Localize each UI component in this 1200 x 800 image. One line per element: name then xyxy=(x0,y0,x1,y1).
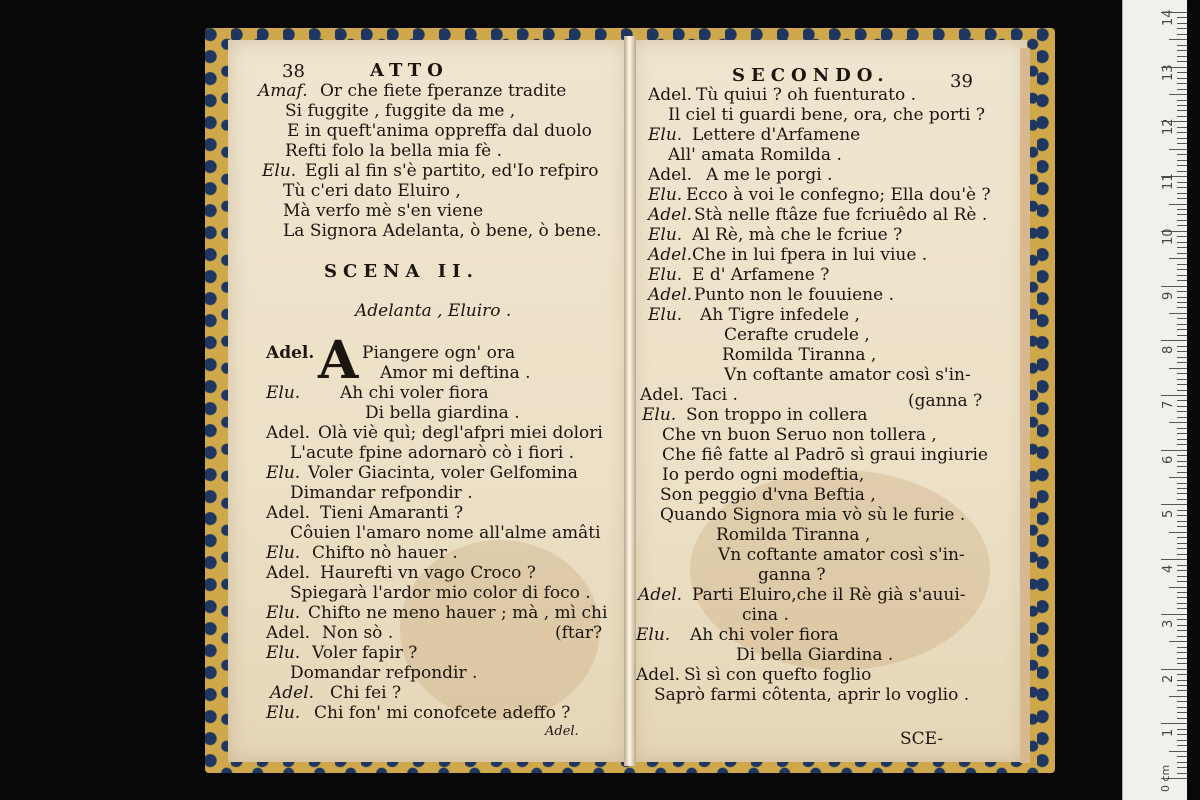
ruler-tick xyxy=(1177,767,1187,768)
speaker: Elu. xyxy=(648,125,683,145)
ruler-tick xyxy=(1177,537,1187,538)
speaker: Elu. xyxy=(266,383,301,403)
ruler-tick xyxy=(1177,72,1187,73)
speaker: Adel. xyxy=(266,423,311,443)
ruler-tick xyxy=(1177,56,1187,57)
ruler-tick xyxy=(1177,138,1187,139)
ruler-tick xyxy=(1169,422,1187,423)
dialogue-line: Che fiê fatte al Padrō sì graui ingiurie xyxy=(662,445,988,465)
right-page-number: 39 xyxy=(950,71,973,92)
ruler-tick xyxy=(1177,428,1187,429)
right-running-head: SECONDO. xyxy=(732,65,890,86)
dialogue-line: Punto non le fouuiene . xyxy=(694,285,894,305)
dialogue-line: Di bella Giardina . xyxy=(736,645,894,665)
scene-characters: Adelanta , Eluiro . xyxy=(355,301,512,321)
speaker: Adel. xyxy=(640,385,685,405)
ruler-tick xyxy=(1177,400,1187,401)
ruler-tick xyxy=(1161,614,1187,615)
speaker: Elu. xyxy=(266,463,301,483)
dialogue-line: Ecco à voi le confegno; Ella dou'è ? xyxy=(686,185,991,205)
ruler-number: 10 xyxy=(1161,228,1176,245)
ruler-number: 9 xyxy=(1161,291,1176,300)
left-catchword: Adel. xyxy=(545,724,579,739)
ruler-tick xyxy=(1177,685,1187,686)
ruler-tick xyxy=(1177,554,1187,555)
ruler-tick xyxy=(1177,439,1187,440)
speaker: Elu. xyxy=(648,185,683,205)
ruler-tick xyxy=(1177,23,1187,24)
ruler-tick xyxy=(1177,411,1187,412)
ruler-tick xyxy=(1177,165,1187,166)
ruler-tick xyxy=(1177,690,1187,691)
dialogue-line: All' amata Romilda . xyxy=(668,145,842,165)
dialogue-line: Côuien l'amaro nome all'alme amâti xyxy=(290,523,601,543)
ruler-number: 8 xyxy=(1161,346,1176,355)
ruler-tick xyxy=(1169,696,1187,697)
ruler-tick xyxy=(1177,50,1187,51)
verse-line: Tù c'eri dato Eluiro , xyxy=(283,181,461,201)
ruler-tick xyxy=(1177,154,1187,155)
dialogue-line: Dimandar refpondir . xyxy=(290,483,473,503)
left-running-head: ATTO xyxy=(370,60,449,81)
dialogue-line: (ganna ? xyxy=(908,391,983,411)
ruler-tick xyxy=(1177,209,1187,210)
ruler-tick xyxy=(1169,204,1187,205)
ruler-tick xyxy=(1177,773,1187,774)
right-catchword: SCE- xyxy=(900,729,944,749)
ruler-tick xyxy=(1161,669,1187,670)
ruler-tick xyxy=(1177,718,1187,719)
ruler-number: 5 xyxy=(1161,510,1176,519)
ruler-tick xyxy=(1169,751,1187,752)
ruler-tick xyxy=(1177,225,1187,226)
ruler-tick xyxy=(1177,160,1187,161)
ruler-tick xyxy=(1177,592,1187,593)
ruler-tick xyxy=(1177,61,1187,62)
ruler-tick xyxy=(1177,264,1187,265)
dialogue-line: Quando Signora mia vò sù le furie . xyxy=(660,505,966,525)
ruler-tick xyxy=(1177,608,1187,609)
dialogue-line: Amor mi deftina . xyxy=(380,363,531,383)
ruler-tick xyxy=(1177,143,1187,144)
speaker: Elu. xyxy=(648,265,683,285)
ruler-tick xyxy=(1177,346,1187,347)
speaker: Elu. xyxy=(266,643,301,663)
dialogue-line: Taci . xyxy=(692,385,738,405)
ruler-tick xyxy=(1177,581,1187,582)
ruler-tick xyxy=(1177,193,1187,194)
dialogue-line: Voler fapir ? xyxy=(312,643,418,663)
scene-title: SCENA II. xyxy=(324,261,479,282)
ruler-tick xyxy=(1177,34,1187,35)
ruler-tick xyxy=(1177,17,1187,18)
ruler-tick xyxy=(1177,762,1187,763)
dialogue-line: cina . xyxy=(742,605,789,625)
dialogue-line: Ah chi voler fiora xyxy=(690,625,839,645)
speaker: Elu. xyxy=(642,405,677,425)
dialogue-line: E d' Arfamene ? xyxy=(692,265,830,285)
ruler-number: 14 xyxy=(1161,9,1176,26)
speaker: Adel. xyxy=(648,85,693,105)
book-gutter xyxy=(624,36,636,766)
ruler-tick xyxy=(1177,110,1187,111)
ruler-tick xyxy=(1177,275,1187,276)
ruler-tick xyxy=(1177,335,1187,336)
ruler-tick xyxy=(1177,357,1187,358)
dialogue-line: Olà viè quì; degl'afpri miei dolori xyxy=(318,423,603,443)
left-page-number: 38 xyxy=(282,61,305,82)
ruler-tick xyxy=(1177,745,1187,746)
ruler-tick xyxy=(1169,94,1187,95)
verse-line: E in queft'anima oppreffa dal duolo xyxy=(287,121,592,141)
dialogue-line: Che in lui fpera in lui viue . xyxy=(692,245,928,265)
dialogue-line: Spiegarà l'ardor mio color di foco . xyxy=(290,583,591,603)
ruler-tick xyxy=(1177,740,1187,741)
speaker: Adel. xyxy=(648,165,693,185)
measuring-ruler xyxy=(1122,0,1187,800)
ruler-tick xyxy=(1177,214,1187,215)
speaker: Elu. xyxy=(266,703,301,723)
dialogue-line: Di bella giardina . xyxy=(365,403,520,423)
ruler-tick xyxy=(1177,493,1187,494)
ruler-tick xyxy=(1177,302,1187,303)
speaker: Adel. xyxy=(636,665,681,685)
ruler-tick xyxy=(1177,45,1187,46)
ruler-tick xyxy=(1169,313,1187,314)
speaker: Elu. xyxy=(636,625,671,645)
ruler-tick xyxy=(1177,647,1187,648)
speaker: Elu. xyxy=(266,603,301,623)
dialogue-line: Saprò farmi côtenta, aprir lo voglio . xyxy=(654,685,970,705)
ruler-tick xyxy=(1177,472,1187,473)
ruler-tick xyxy=(1177,510,1187,511)
verse-line: Egli al fin s'è partito, ed'Io refpiro xyxy=(305,161,599,181)
ruler-unit: 0 cm xyxy=(1159,764,1172,792)
ruler-tick xyxy=(1177,318,1187,319)
drop-cap: A xyxy=(318,330,359,391)
ruler-tick xyxy=(1177,680,1187,681)
dialogue-line: Stà nelle ftâze fue fcriuêdo al Rè . xyxy=(694,205,988,225)
ruler-tick xyxy=(1177,707,1187,708)
ruler-tick xyxy=(1177,499,1187,500)
ruler-tick xyxy=(1177,663,1187,664)
ruler-tick xyxy=(1177,242,1187,243)
ruler-tick xyxy=(1169,39,1187,40)
ruler-tick xyxy=(1177,83,1187,84)
dialogue-line: Domandar refpondir . xyxy=(290,663,478,683)
dialogue-line: ganna ? xyxy=(758,565,826,585)
ruler-tick xyxy=(1177,625,1187,626)
dialogue-line: Il ciel ti guardi bene, ora, che porti ? xyxy=(668,105,985,125)
dialogue-line: Al Rè, mà che le fcriue ? xyxy=(692,225,903,245)
ruler-tick xyxy=(1161,286,1187,287)
speaker: Adel. xyxy=(648,285,693,305)
ruler-tick xyxy=(1177,297,1187,298)
ruler-tick xyxy=(1177,417,1187,418)
speaker: Elu. xyxy=(262,161,297,181)
ruler-tick xyxy=(1177,379,1187,380)
ruler-tick xyxy=(1177,373,1187,374)
verse-line: Mà verfo mè s'en viene xyxy=(283,201,484,221)
speaker: Adel. xyxy=(648,205,693,225)
dialogue-line: Son troppo in collera xyxy=(686,405,868,425)
ruler-tick xyxy=(1177,220,1187,221)
ruler-number: 1 xyxy=(1161,729,1176,738)
ruler-tick xyxy=(1177,548,1187,549)
dialogue-line: (ftar? xyxy=(555,623,603,643)
dialogue-line: Cerafte crudele , xyxy=(724,325,870,345)
ruler-tick xyxy=(1177,543,1187,544)
speaker: Adel. xyxy=(266,563,311,583)
ruler-tick xyxy=(1177,756,1187,757)
ruler-tick xyxy=(1177,247,1187,248)
dialogue-line: Lettere d'Arfamene xyxy=(692,125,861,145)
dialogue-line: Chi fon' mi conofcete adeffo ? xyxy=(314,703,571,723)
ruler-tick xyxy=(1177,253,1187,254)
ruler-tick xyxy=(1177,565,1187,566)
speaker: Elu. xyxy=(648,225,683,245)
ruler-tick xyxy=(1177,701,1187,702)
ruler-tick xyxy=(1177,28,1187,29)
ruler-tick xyxy=(1177,198,1187,199)
speaker: Adel. xyxy=(270,683,315,703)
ruler-tick xyxy=(1177,597,1187,598)
ruler-tick xyxy=(1177,570,1187,571)
ruler-tick xyxy=(1177,636,1187,637)
page-edges xyxy=(1020,48,1030,763)
ruler-tick xyxy=(1177,100,1187,101)
dialogue-line: Io perdo ogni modeftia, xyxy=(662,465,865,485)
ruler-tick xyxy=(1177,483,1187,484)
speaker: Adel. xyxy=(266,343,315,363)
ruler-tick xyxy=(1177,390,1187,391)
ruler-tick xyxy=(1169,258,1187,259)
ruler-tick xyxy=(1177,362,1187,363)
ruler-tick xyxy=(1177,406,1187,407)
ruler-tick xyxy=(1177,187,1187,188)
speaker: Adel. xyxy=(638,585,683,605)
ruler-tick xyxy=(1177,116,1187,117)
ruler-tick xyxy=(1161,559,1187,560)
ruler-tick xyxy=(1177,576,1187,577)
verse-line: Si fuggite , fuggite da me , xyxy=(285,101,516,121)
ruler-tick xyxy=(1177,236,1187,237)
speaker: Adel. xyxy=(266,623,311,643)
ruler-number: 6 xyxy=(1161,455,1176,464)
ruler-tick xyxy=(1177,78,1187,79)
ruler-tick xyxy=(1169,587,1187,588)
ruler-tick xyxy=(1177,455,1187,456)
verse-line: Refti folo la bella mia fè . xyxy=(285,141,503,161)
dialogue-line: L'acute fpine adornarò cò i fiori . xyxy=(290,443,575,463)
ruler-tick xyxy=(1161,723,1187,724)
dialogue-line: Tù quiui ? oh fuenturato . xyxy=(696,85,917,105)
dialogue-line: Che vn buon Seruo non tollera , xyxy=(662,425,937,445)
ruler-number: 12 xyxy=(1161,118,1176,136)
ruler-number: 11 xyxy=(1161,173,1176,191)
ruler-tick xyxy=(1177,307,1187,308)
dialogue-line: Romilda Tiranna , xyxy=(722,345,877,365)
ruler-tick xyxy=(1177,269,1187,270)
ruler-tick xyxy=(1161,340,1187,341)
ruler-tick xyxy=(1177,132,1187,133)
ruler-tick xyxy=(1161,504,1187,505)
ruler-tick xyxy=(1177,444,1187,445)
ruler-tick xyxy=(1177,433,1187,434)
speaker: Elu. xyxy=(266,543,301,563)
ruler-tick xyxy=(1169,641,1187,642)
ruler-tick xyxy=(1177,127,1187,128)
ruler-tick xyxy=(1177,488,1187,489)
ruler-tick xyxy=(1177,324,1187,325)
ruler-tick xyxy=(1177,329,1187,330)
ruler-tick xyxy=(1169,532,1187,533)
ruler-tick xyxy=(1177,674,1187,675)
dialogue-line: Non sò . xyxy=(322,623,394,643)
dialogue-line: Voler Giacinta, voler Gelfomina xyxy=(308,463,578,483)
dialogue-line: Son peggio d'vna Beftia , xyxy=(660,485,876,505)
ruler-tick xyxy=(1177,526,1187,527)
verse-line: La Signora Adelanta, ò bene, ò bene. xyxy=(283,221,602,241)
ruler-tick xyxy=(1177,515,1187,516)
dialogue-line: Chifto ne meno hauer ; mà , mì chi xyxy=(308,603,608,623)
verse-line: Or che fiete fperanze tradite xyxy=(320,81,567,101)
ruler-tick xyxy=(1177,521,1187,522)
ruler-number: 7 xyxy=(1161,400,1176,409)
dialogue-line: Romilda Tiranna , xyxy=(716,525,871,545)
ruler-tick xyxy=(1177,461,1187,462)
ruler-tick xyxy=(1177,384,1187,385)
dialogue-line: Sì sì con quefto foglio xyxy=(684,665,872,685)
ruler-tick xyxy=(1177,729,1187,730)
dialogue-line: A me le porgi . xyxy=(706,165,833,185)
dialogue-line: Ah Tigre infedele , xyxy=(700,305,860,325)
ruler-number: 13 xyxy=(1161,64,1176,81)
ruler-tick xyxy=(1177,630,1187,631)
dialogue-line: Ah chi voler fiora xyxy=(340,383,489,403)
ruler-tick xyxy=(1161,450,1187,451)
ruler-number: 2 xyxy=(1161,674,1176,683)
speaker: Adel. xyxy=(266,503,311,523)
ruler-tick xyxy=(1177,89,1187,90)
speaker: Elu. xyxy=(648,305,683,325)
dialogue-line: Vn coftante amator così s'in- xyxy=(724,365,971,385)
dialogue-line: Parti Eluiro,che il Rè già s'auui- xyxy=(692,585,966,605)
ruler-tick xyxy=(1177,658,1187,659)
ruler-tick xyxy=(1169,477,1187,478)
ruler-tick xyxy=(1177,171,1187,172)
dialogue-line: Chifto nò hauer . xyxy=(312,543,458,563)
ruler-tick xyxy=(1177,712,1187,713)
ruler-tick xyxy=(1177,182,1187,183)
ruler-tick xyxy=(1177,280,1187,281)
ruler-tick xyxy=(1177,351,1187,352)
speaker: Amaf. xyxy=(258,81,308,101)
ruler-tick xyxy=(1177,619,1187,620)
ruler-tick xyxy=(1161,395,1187,396)
dialogue-line: Tieni Amaranti ? xyxy=(320,503,464,523)
ruler-tick xyxy=(1177,291,1187,292)
dialogue-line: Piangere ogn' ora xyxy=(362,343,516,363)
ruler-tick xyxy=(1169,149,1187,150)
dialogue-line: Chi fei ? xyxy=(330,683,402,703)
ruler-tick xyxy=(1169,368,1187,369)
speaker: Adel. xyxy=(648,245,693,265)
ruler-number: 4 xyxy=(1161,564,1176,574)
ruler-tick xyxy=(1177,105,1187,106)
ruler-tick xyxy=(1177,603,1187,604)
ruler-tick xyxy=(1177,652,1187,653)
ruler-number: 3 xyxy=(1161,619,1176,628)
ruler-tick xyxy=(1177,734,1187,735)
dialogue-line: Vn coftante amator così s'in- xyxy=(718,545,965,565)
dialogue-line: Haurefti vn vago Croco ? xyxy=(320,563,536,583)
ruler-tick xyxy=(1177,466,1187,467)
